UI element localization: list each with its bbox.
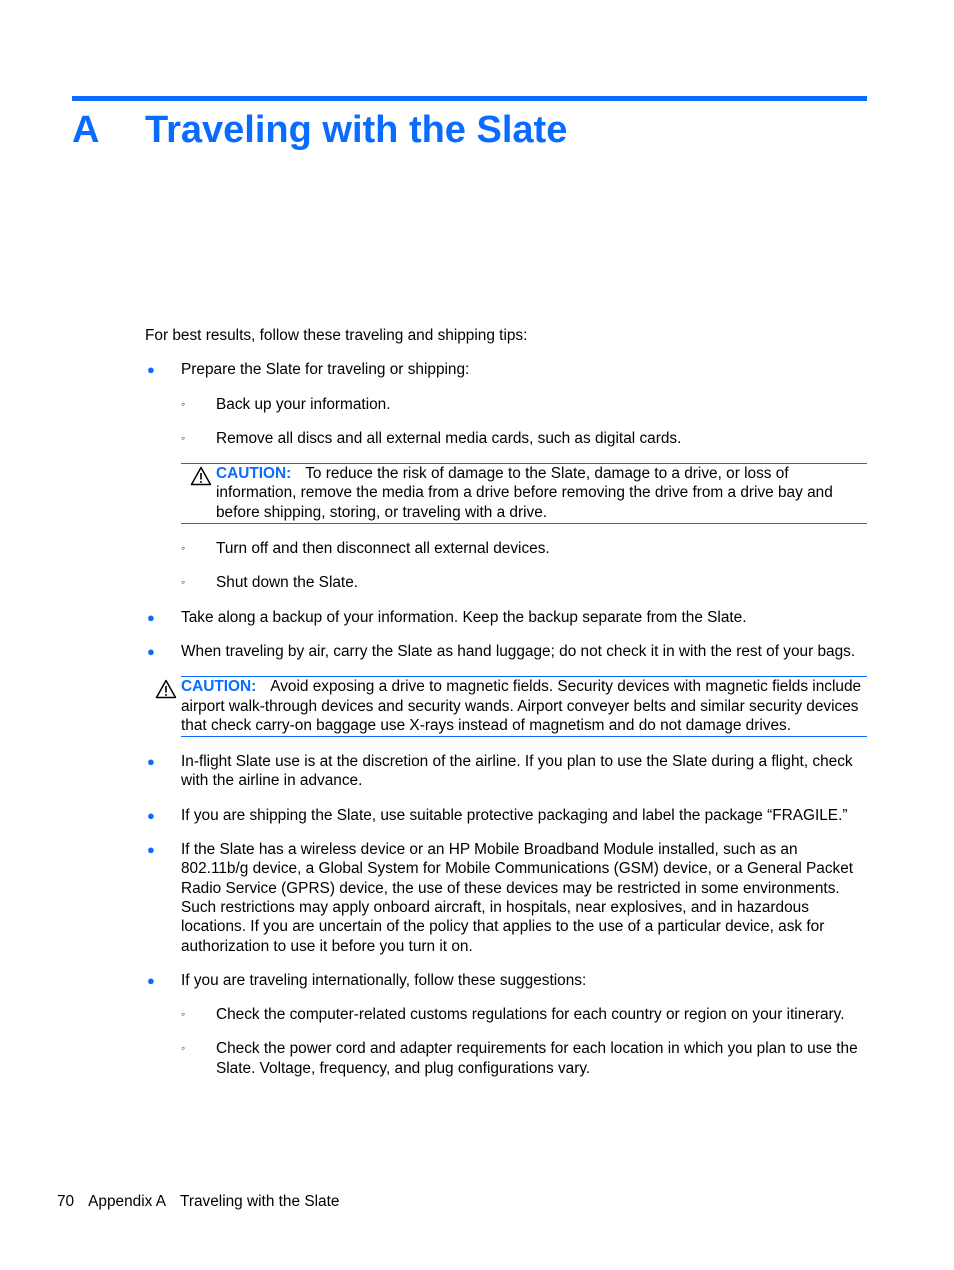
sub-bullet-icon: ◦: [181, 396, 186, 411]
sub-bullet-icon: ◦: [181, 1041, 186, 1056]
warning-triangle-icon: [190, 466, 212, 486]
sub-list-item-text: Turn off and then disconnect all external devices.: [216, 540, 550, 558]
bullet-icon: ●: [147, 362, 155, 378]
list-item: [145, 608, 867, 627]
caution-text: To reduce the risk of damage to the Slate, damage to a drive, or loss of information, remove the media from a drive before removing the drive from a drive bay and before shipping, storing, or traveling with a drive.: [216, 465, 833, 521]
list-item-text: If the Slate has a wireless device or an HP Mobile Broadband Module installed, such as an 802.11b/g device, a Global System for Mobile Communications (GSM) device, or a General Packet Radio Service (GPRS) device, the use of these devices may be restricted in some environments. Such restrictions may apply onboard aircraft, in hospitals, near explosives, and in hazardous locations. If you are uncertain of the policy that applies to the use of a particular device, ask for authorization to use it before you turn it on.: [181, 841, 854, 955]
list-item-text: If you are traveling internationally, follow these suggestions:: [181, 971, 587, 989]
list-item-text: Take along a backup of your information. Keep the backup separate from the Slate.: [181, 608, 747, 626]
page-content: [145, 326, 867, 1093]
sub-list-item-text: Shut down the Slate.: [216, 574, 359, 592]
tips-list-continued: [145, 752, 867, 1078]
footer-title: Traveling with the Slate: [180, 1193, 340, 1210]
list-item: [145, 971, 867, 1078]
page-footer: [57, 1192, 353, 1211]
footer-section: Appendix A: [88, 1193, 166, 1210]
list-item-text: If you are shipping the Slate, use suitable protective packaging and label the package “FRAGILE.”: [181, 806, 848, 824]
chapter-title: Traveling with the Slate: [145, 109, 568, 151]
sub-bullet-icon: ◦: [181, 430, 186, 445]
sub-list: [181, 1005, 867, 1078]
list-item: [145, 360, 867, 592]
intro-paragraph: For best results, follow these traveling and shipping tips:: [145, 327, 528, 344]
sub-list-item-text: Check the computer-related customs regulations for each country or region on your itinerary.: [216, 1006, 845, 1024]
list-item-text: In-flight Slate use is at the discretion of the airline. If you plan to use the Slate during a flight, check with the airline in advance.: [181, 753, 853, 790]
sub-bullet-icon: ◦: [181, 575, 186, 590]
sub-list-item: [181, 539, 867, 558]
bullet-icon: ●: [147, 643, 155, 659]
sub-bullet-icon: ◦: [181, 1007, 186, 1022]
bullet-icon: ●: [147, 807, 155, 823]
bullet-icon: ●: [147, 842, 155, 858]
bullet-icon: ●: [147, 972, 155, 988]
sub-list-item-text: Remove all discs and all external media cards, such as digital cards.: [216, 429, 682, 447]
list-item: [145, 642, 867, 661]
list-item: [145, 840, 867, 956]
caution-note: [181, 676, 867, 737]
sub-list-item: [181, 1039, 867, 1078]
chapter-letter: A: [72, 109, 100, 151]
sub-list: [181, 395, 867, 593]
caution-note: [181, 463, 867, 524]
caution-text: Avoid exposing a drive to magnetic fields. Security devices with magnetic fields include airport walk-through devices and security wands. Airport conveyer belts and similar security devices that check carry-on baggage use X-rays instead of magnetism and do not damage drives.: [181, 678, 862, 734]
caution-label: CAUTION:: [181, 678, 257, 696]
sub-bullet-icon: ◦: [181, 541, 186, 556]
sub-list-item: [181, 1005, 867, 1024]
warning-triangle-icon: [155, 679, 177, 699]
sub-list-item-text: Back up your information.: [216, 395, 391, 413]
tips-list: [145, 360, 867, 661]
list-item-text: When traveling by air, carry the Slate as hand luggage; do not check it in with the rest of your bags.: [181, 642, 856, 660]
chapter-rule: [72, 96, 867, 101]
bullet-icon: ●: [147, 754, 155, 770]
list-item-text: Prepare the Slate for traveling or shipping:: [181, 361, 470, 379]
sub-list-item: [181, 395, 867, 414]
sub-list-item: [181, 573, 867, 592]
sub-list-item: [181, 429, 867, 524]
list-item: [145, 752, 867, 791]
bullet-icon: ●: [147, 609, 155, 625]
page-number: 70: [57, 1193, 75, 1210]
sub-list-item-text: Check the power cord and adapter requirements for each location in which you plan to use the Slate. Voltage, frequency, and plug configurations vary.: [216, 1040, 858, 1077]
caution-label: CAUTION:: [216, 465, 292, 483]
list-item: [145, 806, 867, 825]
